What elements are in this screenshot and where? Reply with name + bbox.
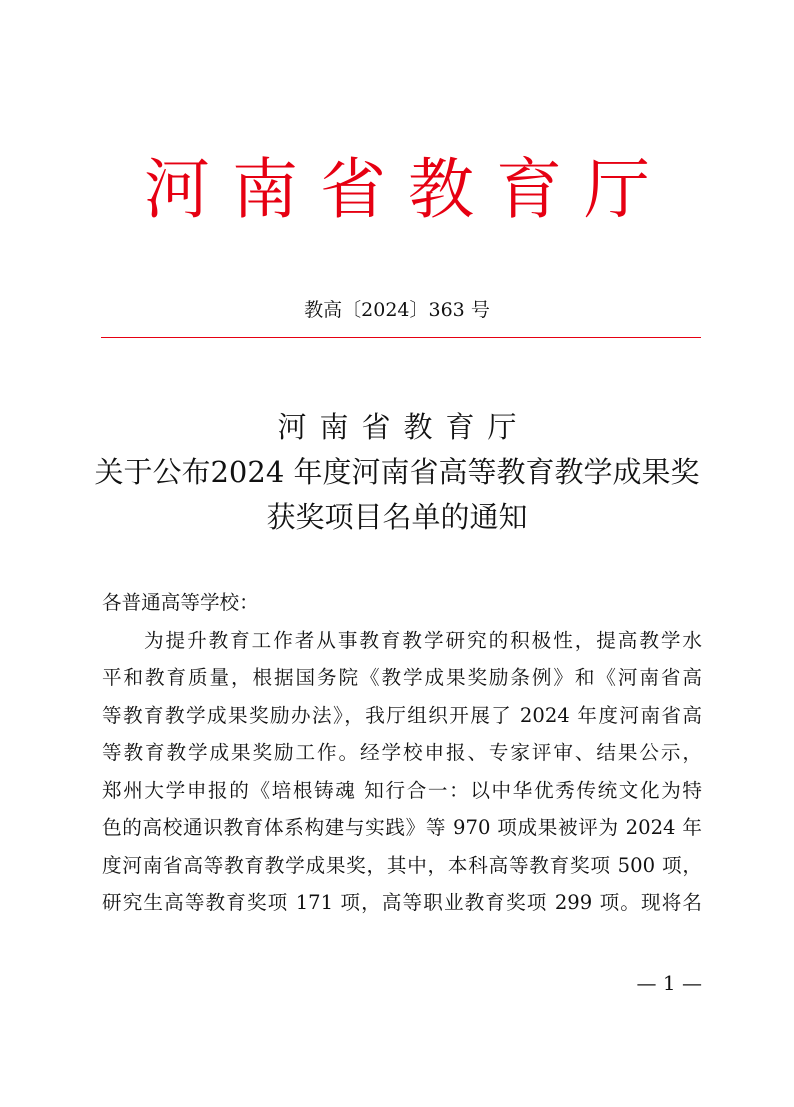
notice-title-line-3: 获奖项目名单的通知 bbox=[266, 500, 528, 534]
notice-title-line-2: 关于公布2024 年度河南省高等教育教学成果奖 bbox=[94, 455, 700, 489]
paragraph-line: 郑州大学申报的《培根铸魂 知行合一：以中华优秀传统文化为特 bbox=[102, 778, 702, 802]
paragraph-line: 度河南省高等教育教学成果奖，其中，本科高等教育奖项 500 项， bbox=[102, 853, 702, 877]
paragraph-line: 为提升教育工作者从事教育教学研究的积极性，提高教学水 bbox=[144, 628, 702, 652]
page-number: — 1 — bbox=[636, 971, 702, 995]
paragraph-line: 等教育教学成果奖励工作。经学校申报、专家评审、结果公示， bbox=[102, 741, 702, 764]
document-number: 教高〔2024〕363 号 bbox=[304, 299, 490, 321]
salutation: 各普通高等学校： bbox=[102, 591, 259, 614]
paragraph-line: 等教育教学成果奖励办法》，我厅组织开展了 2024 年度河南省高 bbox=[102, 703, 702, 727]
paragraph-line: 平和教育质量，根据国务院《教学成果奖励条例》和《河南省高 bbox=[102, 666, 702, 689]
red-separator-rule bbox=[101, 337, 701, 338]
notice-body bbox=[102, 584, 702, 922]
paragraph-line: 研究生高等教育奖项 171 项，高等职业教育奖项 299 项。现将名 bbox=[102, 891, 702, 914]
masthead-title: 河南省教育厅 bbox=[144, 151, 672, 228]
notice-title-issuer: 河南省教育厅 bbox=[277, 410, 530, 444]
paragraph-line: 色的高校通识教育体系构建与实践》等 970 项成果被评为 2024 年 bbox=[102, 816, 702, 839]
notice-title bbox=[0, 405, 794, 540]
